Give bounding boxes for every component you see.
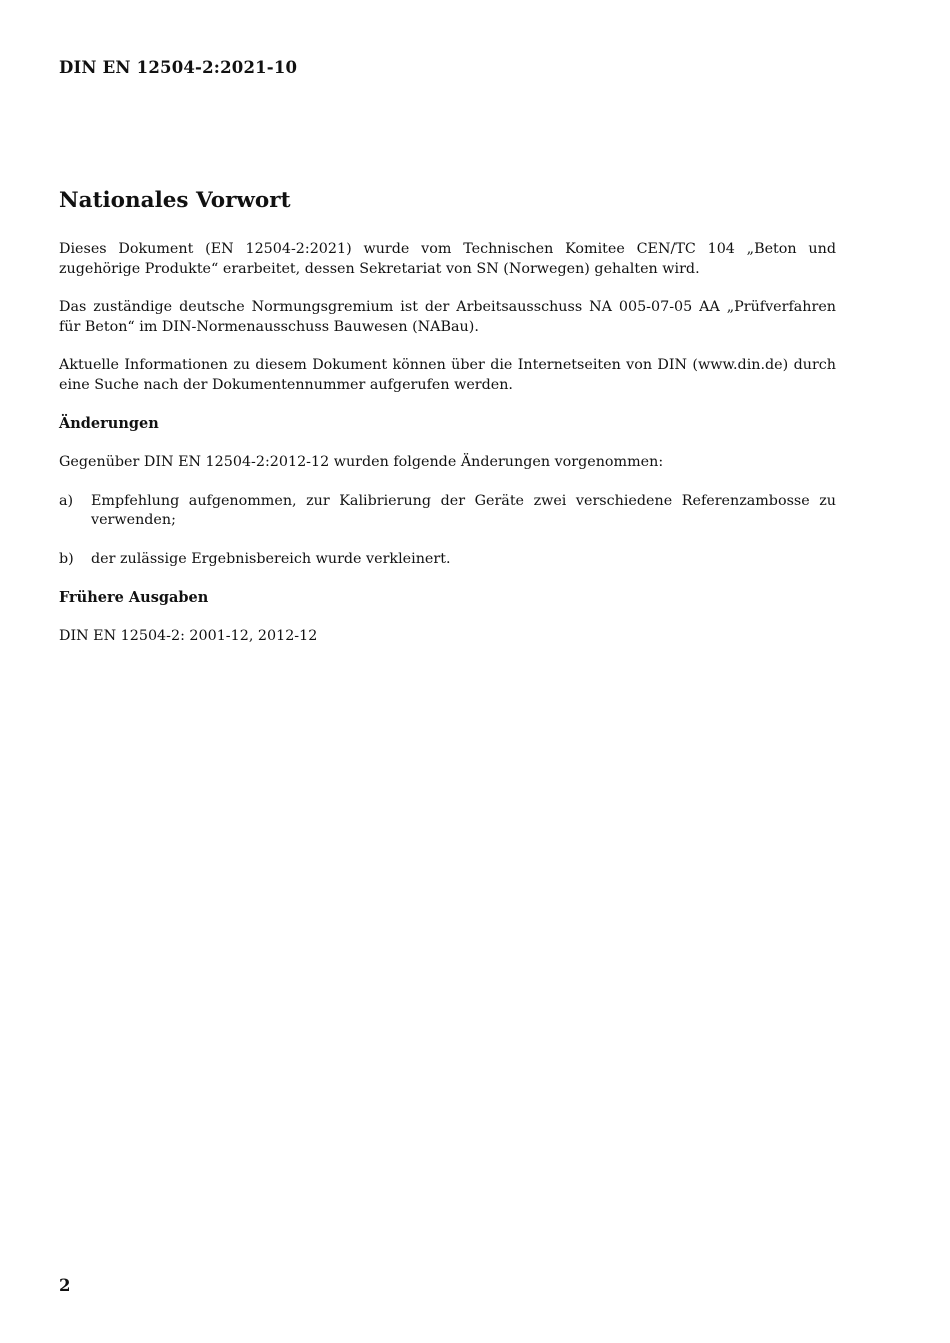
list-item-text: Empfehlung aufgenommen, zur Kalibrierung der Geräte zwei verschiedene Referenzambosse zu verwenden; — [91, 492, 836, 528]
paragraph-current-info: Aktuelle Informationen zu diesem Dokument können über die Internetseiten von DIN (www.din.de) durch eine Suche nach der Dokumentennummer aufgerufen werden. — [59, 357, 836, 393]
list-marker: a) — [59, 492, 74, 509]
page-title: Nationales Vorwort — [59, 188, 291, 213]
page-number: 2 — [59, 1276, 71, 1295]
changes-intro: Gegenüber DIN EN 12504-2:2012-12 wurden folgende Änderungen vorgenommen: — [59, 454, 664, 470]
list-marker: b) — [59, 550, 74, 567]
list-item — [59, 550, 836, 570]
list-item-text: der zulässige Ergebnisbereich wurde verkleinert. — [91, 550, 451, 567]
page-content — [59, 186, 836, 666]
changes-heading: Änderungen — [59, 415, 159, 432]
previous-editions-heading: Frühere Ausgaben — [59, 589, 209, 606]
paragraph-national-body: Das zuständige deutsche Normungsgremium ist der Arbeitsausschuss NA 005-07-05 AA „Prüfverfahren für Beton“ im DIN-Normenausschuss Bauwesen (NABau). — [59, 299, 836, 335]
document-id-header: DIN EN 12504-2:2021-10 — [59, 58, 298, 77]
list-item — [59, 492, 836, 531]
paragraph-committee: Dieses Dokument (EN 12504-2:2021) wurde vom Technischen Komitee CEN/TC 104 „Beton und zugehörige Produkte“ erarbeitet, dessen Sekretariat von SN (Norwegen) gehalten wird. — [59, 241, 836, 277]
previous-editions-text: DIN EN 12504-2: 2001-12, 2012-12 — [59, 628, 318, 644]
